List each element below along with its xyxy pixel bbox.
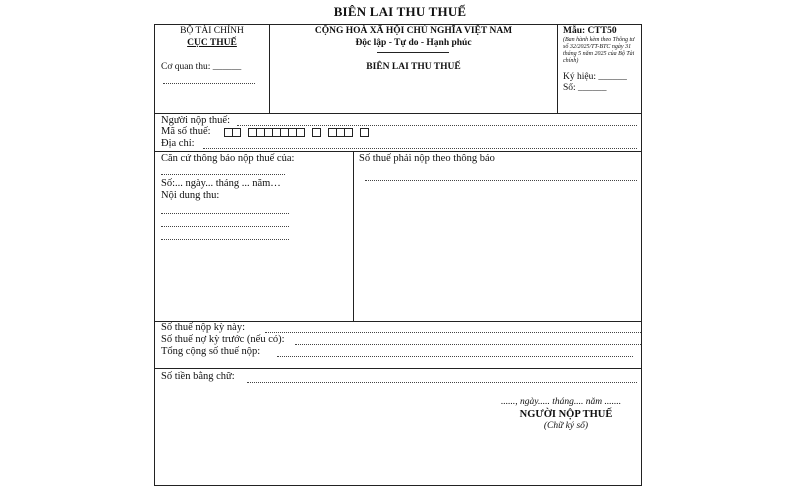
taxpayer-name-label: Người nộp thuế: xyxy=(161,115,230,126)
department-name: CỤC THUẾ xyxy=(187,38,237,48)
ministry-name: BỘ TÀI CHÍNH xyxy=(180,26,244,36)
signer-title: NGƯỜI NỘP THUẾ xyxy=(519,409,613,420)
previous-debt-line xyxy=(295,344,641,345)
symbol-label: Ký hiệu: ______ xyxy=(563,72,627,82)
receipt-form xyxy=(154,24,642,486)
total-tax-line xyxy=(277,356,633,357)
this-period-tax-label: Số thuế nộp kỳ này: xyxy=(161,322,245,333)
taxpayer-name-line xyxy=(237,125,637,126)
content-line-2 xyxy=(161,226,289,227)
national-motto: Độc lập - Tự do - Hạnh phúc xyxy=(355,38,472,48)
address-line xyxy=(203,148,637,149)
document-title: BIÊN LAI THU THUẾ xyxy=(333,4,467,19)
tax-code-label: Mã số thuế: xyxy=(161,126,211,137)
issuance-note: (Ban hành kèm theo Thông tư số 32/2025/TT-BTC ngày 31 tháng 5 năm 2025 của Bộ Tài chính) xyxy=(563,37,635,64)
number-label: Số: ______ xyxy=(563,83,607,93)
total-tax-label: Tổng cộng số thuế nộp: xyxy=(161,346,261,357)
header-bottom-line xyxy=(155,113,641,114)
signature-date-line: ......, ngày..... tháng.... năm ....... xyxy=(501,397,622,407)
collecting-agency-line xyxy=(163,83,255,84)
tax-code-cell[interactable] xyxy=(360,128,369,137)
national-title: CỘNG HOÀ XÃ HỘI CHỦ NGHĨA VIỆT NAM xyxy=(314,26,513,36)
notice-number-date: Số:... ngày... tháng ... năm… xyxy=(161,178,281,189)
column-divider xyxy=(353,151,354,321)
taxpayer-bottom-line xyxy=(155,151,641,152)
notice-basis-label: Căn cứ thông báo nộp thuế của: xyxy=(161,153,295,164)
header-divider-right xyxy=(557,25,558,113)
collecting-agency-label: Cơ quan thu: ______ xyxy=(161,62,242,72)
form-code: Mẫu: CTT50 xyxy=(563,26,617,36)
address-label: Địa chỉ: xyxy=(161,138,195,149)
previous-debt-label: Số thuế nợ kỳ trước (nếu có): xyxy=(161,334,285,345)
tax-code-boxes[interactable] xyxy=(224,128,368,137)
notice-basis-line xyxy=(161,174,285,175)
totals-bottom-line xyxy=(155,368,641,369)
notice-amount-label: Số thuế phải nộp theo thông báo xyxy=(359,153,495,164)
receipt-title: BIÊN LAI THU THUẾ xyxy=(366,62,461,72)
notice-amount-line xyxy=(365,180,637,181)
signer-note: (Chữ ký số) xyxy=(543,421,589,431)
motto-underline xyxy=(377,52,449,53)
content-line-1 xyxy=(161,213,289,214)
amount-in-words-label: Số tiền bằng chữ: xyxy=(161,371,235,382)
collection-content-label: Nội dung thu: xyxy=(161,190,220,201)
amount-in-words-line xyxy=(247,382,637,383)
this-period-tax-line xyxy=(265,332,641,333)
content-line-3 xyxy=(161,239,289,240)
